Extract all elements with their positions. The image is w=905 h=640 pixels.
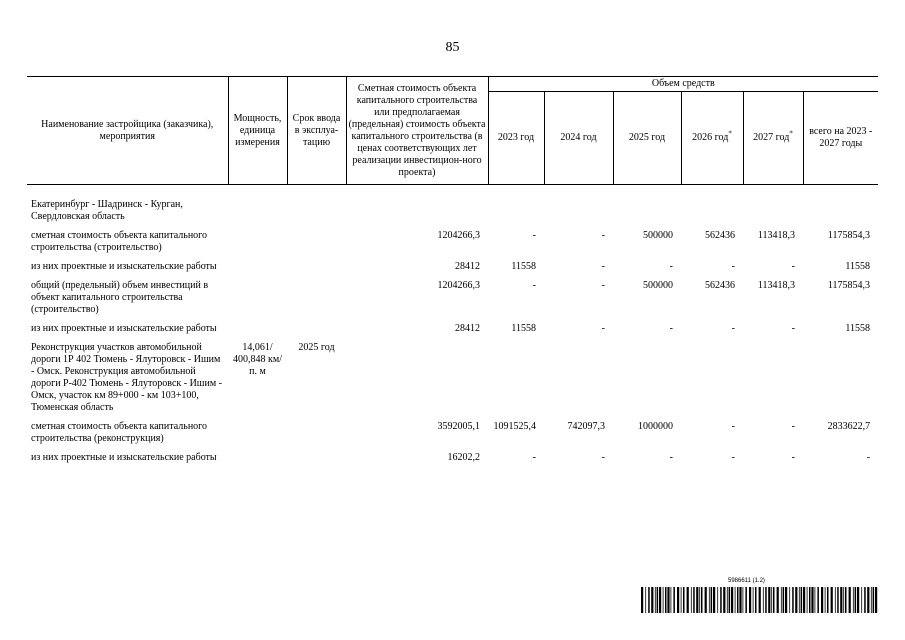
cell-term (287, 254, 346, 273)
barcode-bar (857, 587, 859, 613)
cell-capacity (228, 316, 287, 335)
barcode-bar (768, 587, 770, 613)
barcode-bar (709, 587, 710, 613)
cell-capacity: 14,061/ 400,848 км/п. м (233, 342, 282, 377)
cell-term (287, 414, 346, 445)
cell-total: 2833622,7 (827, 421, 871, 432)
barcode-bar (691, 587, 692, 613)
barcode-bar (845, 587, 847, 613)
barcode-bar (821, 587, 823, 613)
cell-y2024: 742097,3 (567, 421, 605, 432)
cell-y2023 (488, 335, 544, 414)
header-2024: 2024 год (544, 92, 613, 185)
cell-name: из них проектные и изыскательские работы (31, 452, 217, 463)
cell-y2025: - (669, 452, 673, 463)
cell-capacity (228, 414, 287, 445)
cell-y2026: - (731, 323, 735, 334)
barcode-bar (807, 587, 808, 613)
cell-cost: 28412 (455, 261, 480, 272)
barcode-bar (753, 587, 754, 613)
barcode-bar (731, 587, 733, 613)
barcode-bar (665, 587, 667, 613)
header-2026-label: 2026 год (692, 132, 729, 143)
cell-y2023 (488, 185, 544, 224)
cell-capacity (228, 445, 287, 464)
table-row (27, 316, 878, 335)
table-row (27, 445, 878, 464)
cell-y2024: - (601, 230, 605, 241)
barcode-bar (855, 587, 857, 613)
barcode-bar (864, 587, 866, 613)
barcode-bar (687, 587, 689, 613)
cell-cost: 1204266,3 (437, 230, 480, 241)
cell-y2023: - (532, 280, 536, 291)
cell-name: сметная стоимость объекта капитального строительства (реконструкция) (31, 421, 208, 444)
barcode-bar (673, 587, 675, 613)
barcode-bar (693, 587, 695, 613)
barcode-bar (840, 587, 842, 613)
barcode-bar (657, 587, 659, 613)
barcode-bar (817, 587, 819, 613)
cell-y2027 (743, 185, 803, 224)
cell-y2027 (743, 335, 803, 414)
cell-total: 11558 (845, 323, 871, 334)
barcode-bar (663, 587, 664, 613)
cell-term (287, 185, 346, 224)
barcode-bar (667, 587, 669, 613)
barcode-bar (727, 587, 728, 613)
cell-y2024: - (601, 280, 605, 291)
barcode-bar (701, 587, 703, 613)
barcode-bar (831, 587, 833, 613)
cell-cost: 3592005,1 (437, 421, 480, 432)
cell-y2024 (544, 185, 613, 224)
cell-y2026: - (731, 452, 735, 463)
cell-y2023: - (532, 230, 536, 241)
cell-total: 1175854,3 (827, 280, 871, 291)
barcode-bar (705, 587, 707, 613)
cell-y2027: - (791, 452, 795, 463)
barcode-bar (745, 587, 747, 613)
cell-name: Екатеринбург - Шадринск - Курган, Свердловская область (31, 199, 183, 222)
barcode-bar (795, 587, 797, 613)
page-number: 85 (445, 40, 460, 55)
cell-total: 11558 (845, 261, 871, 272)
barcode-bar (763, 587, 764, 613)
barcode-bar (681, 587, 682, 613)
barcode-bar (809, 587, 811, 613)
cell-y2027: - (791, 261, 795, 272)
table-row (27, 335, 878, 414)
cell-total (803, 335, 878, 414)
header-2027-label: 2027 год (753, 132, 790, 143)
header-2025: 2025 год (613, 92, 681, 185)
barcode-bar (827, 587, 829, 613)
barcode-bar (875, 587, 877, 613)
table-row (27, 223, 878, 254)
cell-y2023: 11558 (511, 261, 536, 272)
cell-y2027: 113418,3 (757, 230, 795, 241)
cell-name: сметная стоимость объекта капитального строительства (строительство) (31, 230, 208, 253)
barcode-bar (735, 587, 736, 613)
cell-y2026 (681, 185, 743, 224)
cell-y2025: 500000 (643, 280, 673, 291)
cell-y2025 (613, 335, 681, 414)
barcode-bar (825, 587, 826, 613)
barcode-bar (789, 587, 790, 613)
barcode-bar (659, 587, 661, 613)
barcode-bar (801, 587, 803, 613)
barcode-bar (641, 587, 643, 613)
table-row (27, 185, 878, 224)
barcode-bar (777, 587, 779, 613)
cell-name: общий (предельный) объем инвестиций в объект капитального строительства (строительство) (31, 280, 209, 315)
barcode-bar (803, 587, 805, 613)
cell-y2025: - (669, 261, 673, 272)
header-total: всего на 2023 - 2027 годы (803, 92, 878, 185)
barcode-bar (645, 587, 646, 613)
header-2027 (743, 92, 803, 185)
footnote-star: * (789, 129, 793, 138)
cell-capacity (228, 223, 287, 254)
cell-capacity (228, 254, 287, 273)
barcode-bar (811, 587, 813, 613)
barcode-bar (671, 587, 672, 613)
barcode-bar (849, 587, 851, 613)
cell-y2023: - (532, 452, 536, 463)
barcode-bar (717, 587, 718, 613)
cell-cost: 28412 (455, 323, 480, 334)
cell-term (287, 445, 346, 464)
header-funds-group: Объем средств (488, 77, 878, 92)
barcode-bar (815, 587, 816, 613)
barcode-bar (749, 587, 751, 613)
cell-y2023: 1091525,4 (493, 421, 536, 432)
cell-y2027: - (791, 421, 795, 432)
barcode-bar (720, 587, 722, 613)
cell-y2023: 11558 (511, 323, 536, 334)
barcode-bar (648, 587, 650, 613)
cell-y2024: - (601, 261, 605, 272)
barcode-bar (755, 587, 757, 613)
barcode-bar (713, 587, 715, 613)
cell-total: 1175854,3 (827, 230, 871, 241)
barcode-bar (871, 587, 872, 613)
cell-cost (346, 185, 488, 224)
barcode-bar (711, 587, 713, 613)
barcode-bar (723, 587, 725, 613)
cell-y2025: 1000000 (638, 421, 673, 432)
table-body (27, 185, 878, 465)
cell-term (287, 316, 346, 335)
barcode-bar (843, 587, 844, 613)
cell-y2024: - (601, 452, 605, 463)
cell-cost (346, 335, 488, 414)
cell-name: из них проектные и изыскательские работы (31, 261, 217, 272)
cell-total: - (866, 452, 871, 463)
header-name: Наименование застройщика (заказчика), мероприятия (27, 77, 228, 185)
cell-y2027: 113418,3 (757, 280, 795, 291)
cell-total (803, 185, 878, 224)
barcode-bar (873, 587, 875, 613)
cell-y2024: - (601, 323, 605, 334)
barcode-bar (783, 587, 785, 613)
header-capacity: Мощность, единица измерения (228, 77, 287, 185)
barcode-bar (729, 587, 731, 613)
investment-table (27, 76, 878, 464)
barcode-bar (737, 587, 739, 613)
barcode-bar (771, 587, 772, 613)
table-row (27, 414, 878, 445)
cell-term: 2025 год (298, 342, 335, 353)
cell-y2026: 562436 (705, 230, 735, 241)
cell-y2027: - (791, 323, 795, 334)
table-row (27, 254, 878, 273)
cell-y2025: - (669, 323, 673, 334)
barcode (641, 587, 878, 613)
header-2026 (681, 92, 743, 185)
barcode-bar (773, 587, 775, 613)
barcode-bar (759, 587, 761, 613)
barcode-bar (867, 587, 869, 613)
barcode-bar (785, 587, 787, 613)
cell-name: из них проектные и изыскательские работы (31, 323, 217, 334)
barcode-bar (765, 587, 767, 613)
cell-y2026: 562436 (705, 280, 735, 291)
barcode-bar (683, 587, 685, 613)
barcode-bar (677, 587, 679, 613)
barcode-bar (837, 587, 839, 613)
header-commissioning: Срок ввода в эксплуа-тацию (287, 77, 346, 185)
barcode-bar (861, 587, 862, 613)
table-row (27, 273, 878, 316)
cell-y2025 (613, 185, 681, 224)
cell-y2026 (681, 335, 743, 414)
cell-cost: 1204266,3 (437, 280, 480, 291)
barcode-bar (781, 587, 782, 613)
header-2023: 2023 год (488, 92, 544, 185)
barcode-bar (651, 587, 653, 613)
cell-name: Реконструкция участков автомобильной дороги 1Р 402 Тюмень - Ялуторовск - Ишим - Омск. Реконструкция автомобильной дороги Р-402 Тюмень - Ялуторовск - Ишим - Омск, участок км 89+000 - км 103+100, Тюменская область (31, 342, 223, 413)
barcode-text: 5986611 (1.2) (728, 578, 765, 584)
cell-y2026: - (731, 261, 735, 272)
barcode-bar (853, 587, 854, 613)
barcode-bar (799, 587, 800, 613)
cell-capacity (228, 273, 287, 316)
barcode-bar (655, 587, 656, 613)
barcode-bar (739, 587, 741, 613)
cell-y2026: - (731, 421, 735, 432)
barcode-bar (743, 587, 744, 613)
cell-cost: 16202,2 (447, 452, 480, 463)
cell-capacity (228, 185, 287, 224)
cell-term (287, 223, 346, 254)
footnote-star: * (728, 129, 732, 138)
barcode-bar (792, 587, 794, 613)
cell-term (287, 273, 346, 316)
header-estimated-cost: Сметная стоимость объекта капитального строительства или предполагаемая (предельная) стоимость объекта капитального строительства (в ценах соответствующих лет реализации инвестицион-ного проекта) (346, 77, 488, 185)
cell-y2025: 500000 (643, 230, 673, 241)
barcode-bar (699, 587, 700, 613)
barcode-bar (696, 587, 698, 613)
barcode-bar (835, 587, 836, 613)
cell-y2024 (544, 335, 613, 414)
